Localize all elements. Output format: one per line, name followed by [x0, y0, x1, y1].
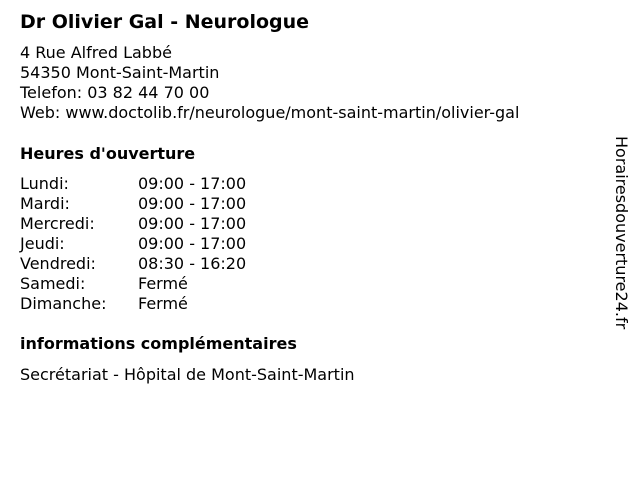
additional-info-text: Secrétariat - Hôpital de Mont-Saint-Martin — [20, 365, 355, 384]
page-title: Dr Olivier Gal - Neurologue — [20, 11, 310, 33]
time-value: Fermé — [138, 274, 188, 293]
city-address: 54350 Mont-Saint-Martin — [20, 63, 220, 82]
hours-row-thursday — [20, 234, 320, 254]
time-value: 09:00 - 17:00 — [138, 174, 247, 193]
day-label: Mardi: — [20, 194, 70, 213]
hours-row-monday — [20, 174, 320, 194]
time-value: 08:30 - 16:20 — [138, 254, 247, 273]
time-value: 09:00 - 17:00 — [138, 194, 247, 213]
day-label: Mercredi: — [20, 214, 95, 233]
time-value: Fermé — [138, 294, 188, 313]
hours-row-saturday — [20, 274, 320, 294]
website-link[interactable]: Web: www.doctolib.fr/neurologue/mont-saint-martin/olivier-gal — [20, 103, 520, 122]
phone-number: Telefon: 03 82 44 70 00 — [20, 83, 210, 102]
hours-row-wednesday — [20, 214, 320, 234]
opening-hours-heading: Heures d'ouverture — [20, 144, 196, 163]
site-watermark: Horairesdouverture24.fr — [612, 136, 631, 330]
street-address: 4 Rue Alfred Labbé — [20, 43, 172, 62]
day-label: Samedi: — [20, 274, 86, 293]
day-label: Jeudi: — [20, 234, 65, 253]
day-label: Lundi: — [20, 174, 69, 193]
additional-info-heading: informations complémentaires — [20, 334, 297, 353]
time-value: 09:00 - 17:00 — [138, 234, 247, 253]
hours-row-tuesday — [20, 194, 320, 214]
address-block — [20, 43, 519, 123]
hours-row-friday — [20, 254, 320, 274]
opening-hours-table — [20, 174, 320, 314]
day-label: Vendredi: — [20, 254, 96, 273]
day-label: Dimanche: — [20, 294, 107, 313]
hours-row-sunday — [20, 294, 320, 314]
time-value: 09:00 - 17:00 — [138, 214, 247, 233]
